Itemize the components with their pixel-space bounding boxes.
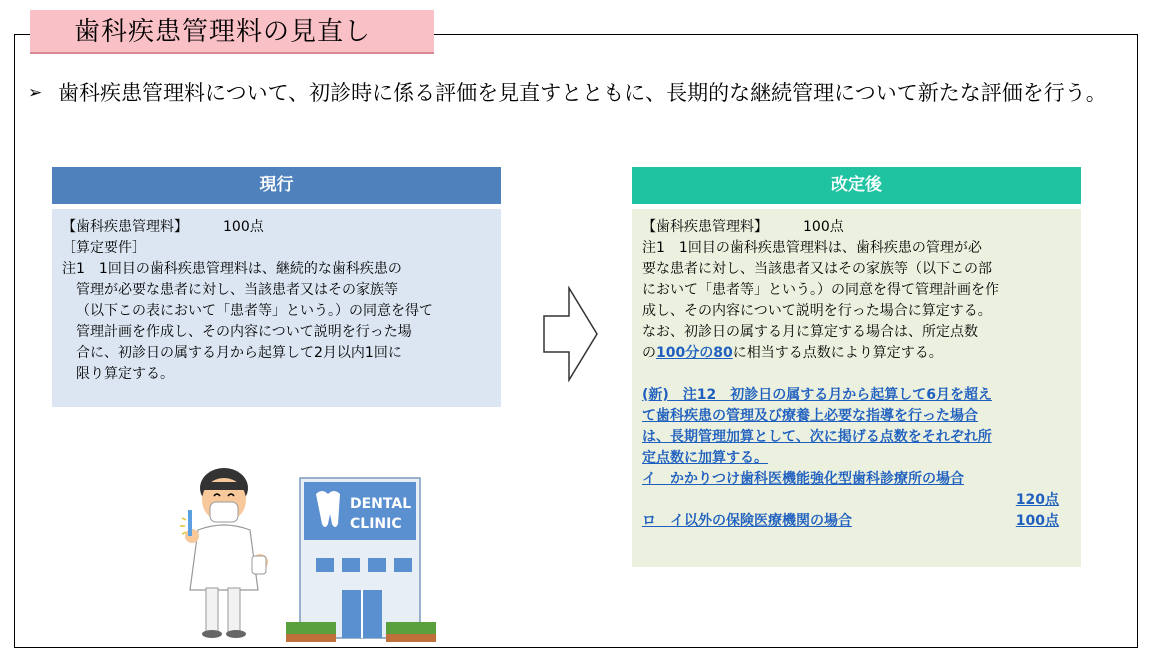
revised-line: なお、初診日の属する月に算定する場合は、所定点数 <box>642 324 978 340</box>
current-line: ［算定要件］ <box>62 240 146 256</box>
right-arrow-icon <box>543 286 599 382</box>
new-note-line: て歯科疾患の管理及び療養上必要な指導を行った場合 <box>642 408 978 424</box>
revised-line: において「患者等」という。）の同意を得て管理計画を作 <box>642 282 999 298</box>
revised-line: 注1 1回目の歯科疾患管理料は、歯科疾患の管理が必 <box>642 240 982 256</box>
current-line: 限り算定する。 <box>76 366 174 382</box>
revised-tail-pre: の <box>642 345 656 361</box>
current-header: 現行 <box>52 167 501 204</box>
current-line: 合に、初診日の属する月から起算して2月以内1回に <box>76 345 402 361</box>
revised-panel <box>632 209 1081 567</box>
current-line: 注1 1回目の歯科疾患管理料は、継続的な歯科疾患の <box>62 261 402 277</box>
revised-line: 成し、その内容について説明を行った場合に算定する。 <box>642 303 992 319</box>
lead-text: 歯科疾患管理料について、初診時に係る評価を見直すとともに、長期的な継続管理について新たな評価を行う。 <box>58 81 1107 105</box>
new-note-ro-label: ロ イ以外の保険医療機関の場合 <box>642 513 852 529</box>
new-note-ro-points: 100点 <box>1015 513 1059 529</box>
revised-tail-post: に相当する点数により算定する。 <box>732 345 943 361</box>
new-note-line: (新) 注12 初診日の属する月から起算して6月を超え <box>642 387 993 403</box>
current-line: 管理計画を作成し、その内容について説明を行った場 <box>76 324 412 340</box>
current-line: 【歯科疾患管理料】 100点 <box>62 219 264 235</box>
new-note-ro-row <box>642 511 1071 532</box>
new-note-line: は、長期管理加算として、次に掲げる点数をそれぞれ所 <box>642 429 992 445</box>
dentist-illustration <box>180 460 280 640</box>
clinic-building-illustration <box>286 474 446 644</box>
revised-header: 改定後 <box>632 167 1081 204</box>
clinic-sign-line: CLINIC <box>350 516 402 532</box>
revised-line: 【歯科疾患管理料】 100点 <box>642 219 844 235</box>
clinic-sign-line: DENTAL <box>350 496 412 512</box>
current-line: （以下この表において「患者等」という。）の同意を得て <box>76 303 433 319</box>
current-panel <box>52 209 501 407</box>
current-line: 管理が必要な患者に対し、当該患者又はその家族等 <box>76 282 398 298</box>
page-title: 歯科疾患管理料の見直し <box>30 10 434 54</box>
lead-paragraph <box>28 78 1133 108</box>
revised-line: 要な患者に対し、当該患者又はその家族等（以下この部 <box>642 261 992 277</box>
bullet-arrow-icon: ➢ <box>28 83 43 103</box>
new-note-i-points: 120点 <box>1015 492 1059 508</box>
new-note-line: 定点数に加算する。 <box>642 450 768 466</box>
revised-ratio-highlight: 100分の80 <box>656 345 733 361</box>
new-note-line: イ かかりつけ歯科医機能強化型歯科診療所の場合 <box>642 471 964 487</box>
revised-line-tail <box>642 343 1071 364</box>
